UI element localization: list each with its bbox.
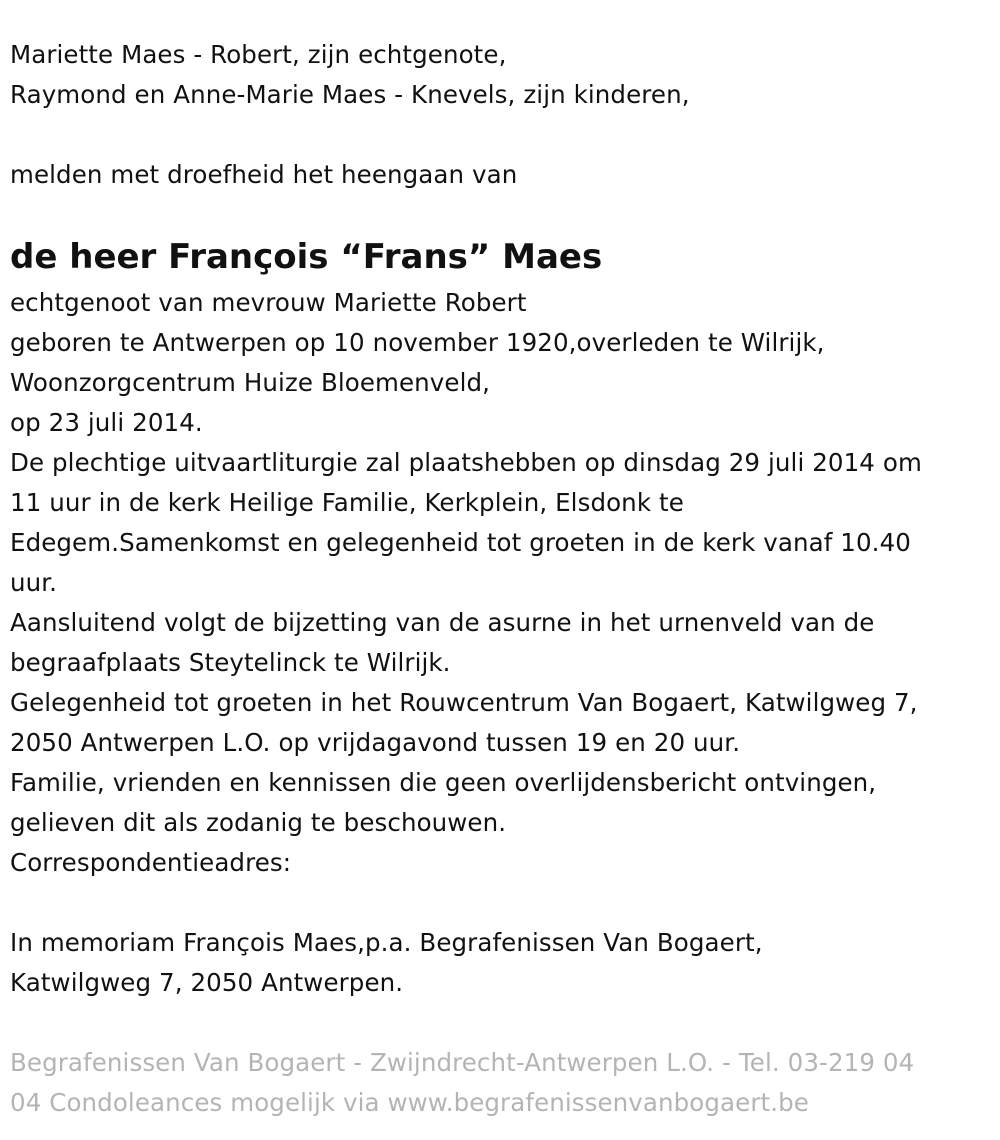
body-line: op 23 juli 2014. — [10, 408, 203, 437]
body-line: De plechtige uitvaartliturgie zal plaatshebben op dinsdag 29 juli 2014 om — [10, 448, 922, 477]
body-line: 11 uur in de kerk Heilige Familie, Kerkplein, Elsdonk te — [10, 488, 684, 517]
body-line: gelieven dit als zodanig te beschouwen. — [10, 808, 507, 837]
deceased-name: de heer François “Frans” Maes — [10, 237, 603, 277]
footer-line: Begrafenissen Van Bogaert - Zwijndrecht-Antwerpen L.O. - Tel. 03-219 04 — [10, 1048, 915, 1077]
family-line-spouse: Mariette Maes - Robert, zijn echtgenote, — [10, 40, 507, 69]
body-line: Woonzorgcentrum Huize Bloemenveld, — [10, 368, 491, 397]
announcement-text: melden met droefheid het heengaan van — [10, 160, 518, 189]
correspondence-heading: Correspondentieadres: — [10, 848, 292, 877]
body-line: uur. — [10, 568, 58, 597]
correspondence-line: Katwilgweg 7, 2050 Antwerpen. — [10, 968, 404, 997]
correspondence-line: In memoriam François Maes,p.a. Begrafenissen Van Bogaert, — [10, 928, 763, 957]
body-line: geboren te Antwerpen op 10 november 1920,overleden te Wilrijk, — [10, 328, 825, 357]
body-line: Gelegenheid tot groeten in het Rouwcentrum Van Bogaert, Katwilgweg 7, — [10, 688, 918, 717]
body-line: Edegem.Samenkomst en gelegenheid tot groeten in de kerk vanaf 10.40 — [10, 528, 911, 557]
body-line: begraafplaats Steytelinck te Wilrijk. — [10, 648, 451, 677]
body-line: Aansluitend volgt de bijzetting van de asurne in het urnenveld van de — [10, 608, 875, 637]
body-line: 2050 Antwerpen L.O. op vrijdagavond tussen 19 en 20 uur. — [10, 728, 741, 757]
family-line-children: Raymond en Anne-Marie Maes - Knevels, zijn kinderen, — [10, 80, 690, 109]
body-line: echtgenoot van mevrouw Mariette Robert — [10, 288, 527, 317]
body-line: Familie, vrienden en kennissen die geen overlijdensbericht ontvingen, — [10, 768, 877, 797]
footer-line: 04 Condoleances mogelijk via www.begrafenissenvanbogaert.be — [10, 1088, 809, 1117]
